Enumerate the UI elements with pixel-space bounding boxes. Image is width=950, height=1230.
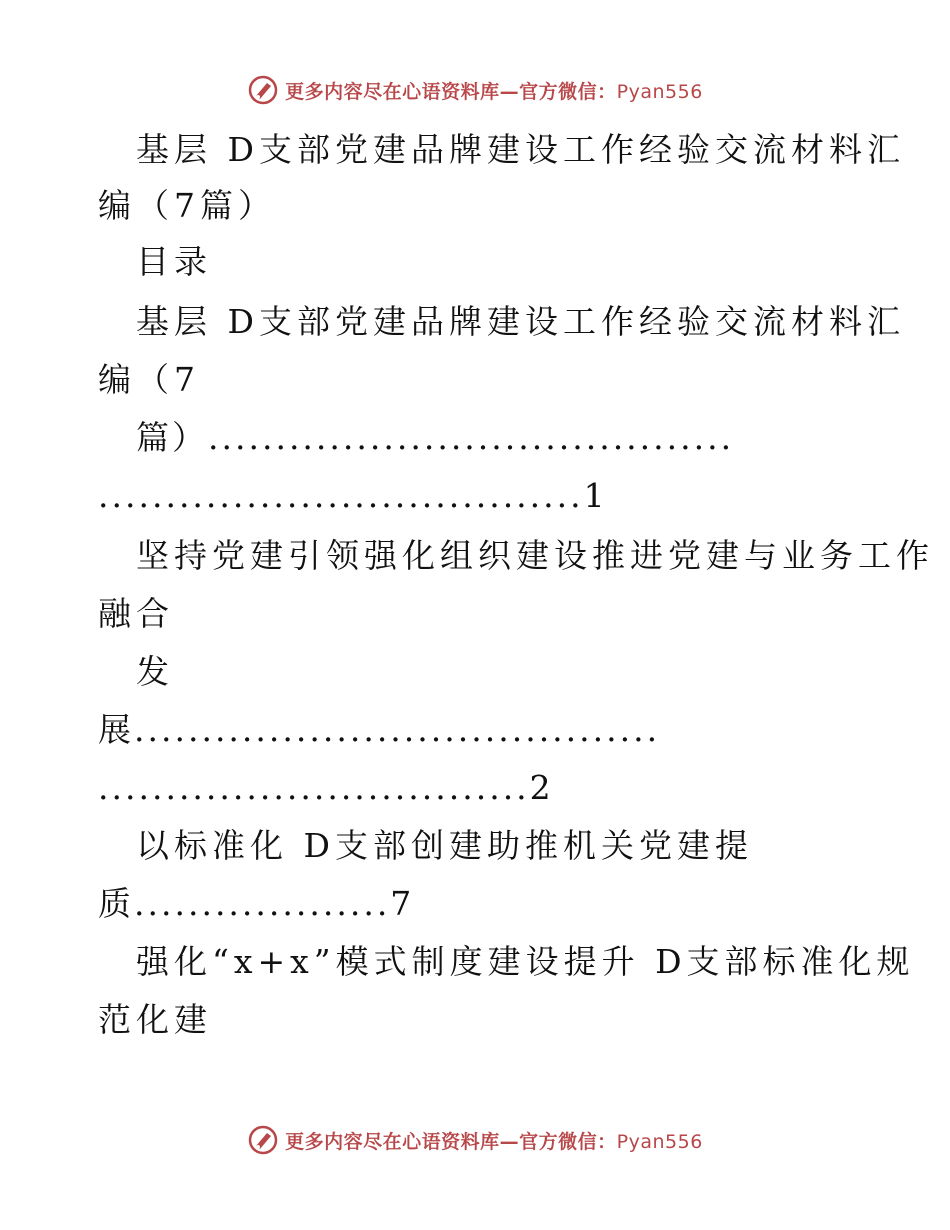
toc-entry-2-line-4: 展....................................... [98, 710, 661, 749]
doc-title-line-1: 基层 D支部党建品牌建设工作经验交流材料汇 [136, 130, 905, 169]
toc-entry-1-line-3: 篇）....................................... [136, 418, 735, 457]
toc-entry-2-line-3: 发 [136, 652, 174, 691]
toc-entry-1-line-1: 基层 D支部党建品牌建设工作经验交流材料汇 [136, 302, 905, 341]
banner-text: 更多内容尽在心语资料库—官方微信：Pyan556 [285, 80, 703, 103]
toc-heading: 目录 [136, 242, 212, 281]
footer-banner [0, 1120, 950, 1160]
toc-entry-1-line-2: 编（7 [98, 360, 200, 399]
banner-wechat-id: Pyan556 [616, 80, 703, 103]
toc-entry-2-line-2: 融合 [98, 594, 174, 633]
toc-entry-2-page: ................................2 [98, 768, 554, 807]
banner-wechat-id: Pyan556 [616, 1130, 703, 1153]
toc-entry-1-page: ....................................1 [98, 476, 608, 515]
pen-logo-icon [247, 1124, 279, 1156]
toc-entry-2-line-1: 坚持党建引领强化组织建设推进党建与业务工作 [136, 536, 934, 575]
toc-entry-4-line-2: 范化建 [98, 1000, 212, 1039]
banner-text: 更多内容尽在心语资料库—官方微信：Pyan556 [285, 1130, 703, 1153]
toc-entry-4-line-1: 强化“x+x”模式制度建设提升 D支部标准化规 [136, 942, 915, 981]
pen-logo-icon [247, 74, 279, 106]
toc-entry-3-line-1: 以标准化 D支部创建助推机关党建提 [136, 826, 753, 865]
doc-title-line-2: 编（7篇） [98, 186, 276, 225]
toc-entry-3-page: 质...................7 [98, 884, 415, 923]
header-banner [0, 70, 950, 110]
